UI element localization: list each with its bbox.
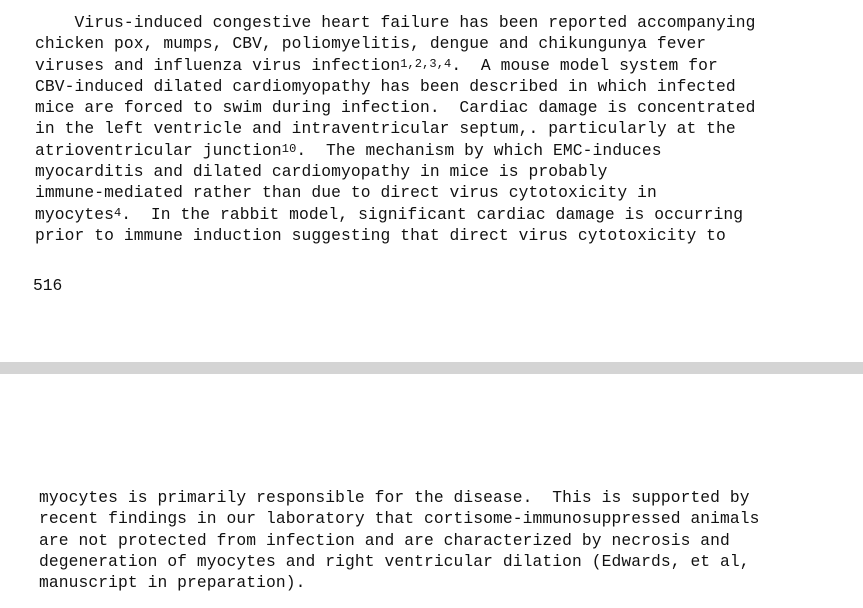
page-divider [0,362,863,374]
text-line [39,530,760,551]
text-line [35,118,756,139]
text-run: prior to immune induction suggesting that direct virus cytotoxicity to [35,225,726,245]
body-text-top [35,12,756,246]
text-run: myocarditis and dilated cardiomyopathy in mice is probably [35,162,608,182]
citation-superscript: 4 [113,205,122,220]
text-run: viruses and influenza virus infection [35,55,401,75]
text-run: Virus-induced congestive heart failure has been reported accompanying [35,13,756,32]
text-run: . A mouse model system for [451,55,718,75]
text-run: myocytes is primarily responsible for the disease. This is supported by [39,488,750,507]
text-run: . The mechanism by which EMC-induces [296,140,662,160]
text-line [39,572,760,593]
text-line [35,33,756,54]
text-line [35,161,756,182]
text-run: myocytes [35,204,114,224]
page-number: 516 [33,276,63,295]
citation-superscript: 10 [281,141,297,156]
text-line [35,12,756,33]
text-run: mice are forced to swim during infection. Cardiac damage is concentrated [35,98,756,118]
body-text-bottom [39,487,760,593]
text-run: atrioventricular junction [35,140,282,160]
text-line [39,551,760,572]
text-line [35,204,756,225]
text-line [39,508,760,529]
text-run: degeneration of myocytes and right ventricular dilation (Edwards, et al, [39,551,750,571]
text-run: immune-mediated rather than due to direct virus cytotoxicity in [35,183,657,203]
text-line [35,76,756,97]
text-run: chicken pox, mumps, CBV, poliomyelitis, dengue and chikungunya fever [35,34,707,54]
text-run: . In the rabbit model, significant cardiac damage is occurring [121,204,744,224]
text-run: recent findings in our laboratory that cortisome-immunosuppressed animals [39,509,760,529]
text-line [35,97,756,118]
text-line [35,182,756,203]
text-line [35,55,756,76]
text-line [39,487,760,508]
text-run: are not protected from infection and are characterized by necrosis and [39,530,730,550]
page-bottom [0,374,863,608]
text-run: manuscript in preparation). [39,573,306,593]
text-line [35,225,756,246]
citation-superscript: 1,2,3,4 [400,56,452,71]
text-run: in the left ventricle and intraventricular septum,. particularly at the [35,119,736,139]
text-line [35,140,756,161]
text-run: CBV-induced dilated cardiomyopathy has been described in which infected [35,76,736,96]
